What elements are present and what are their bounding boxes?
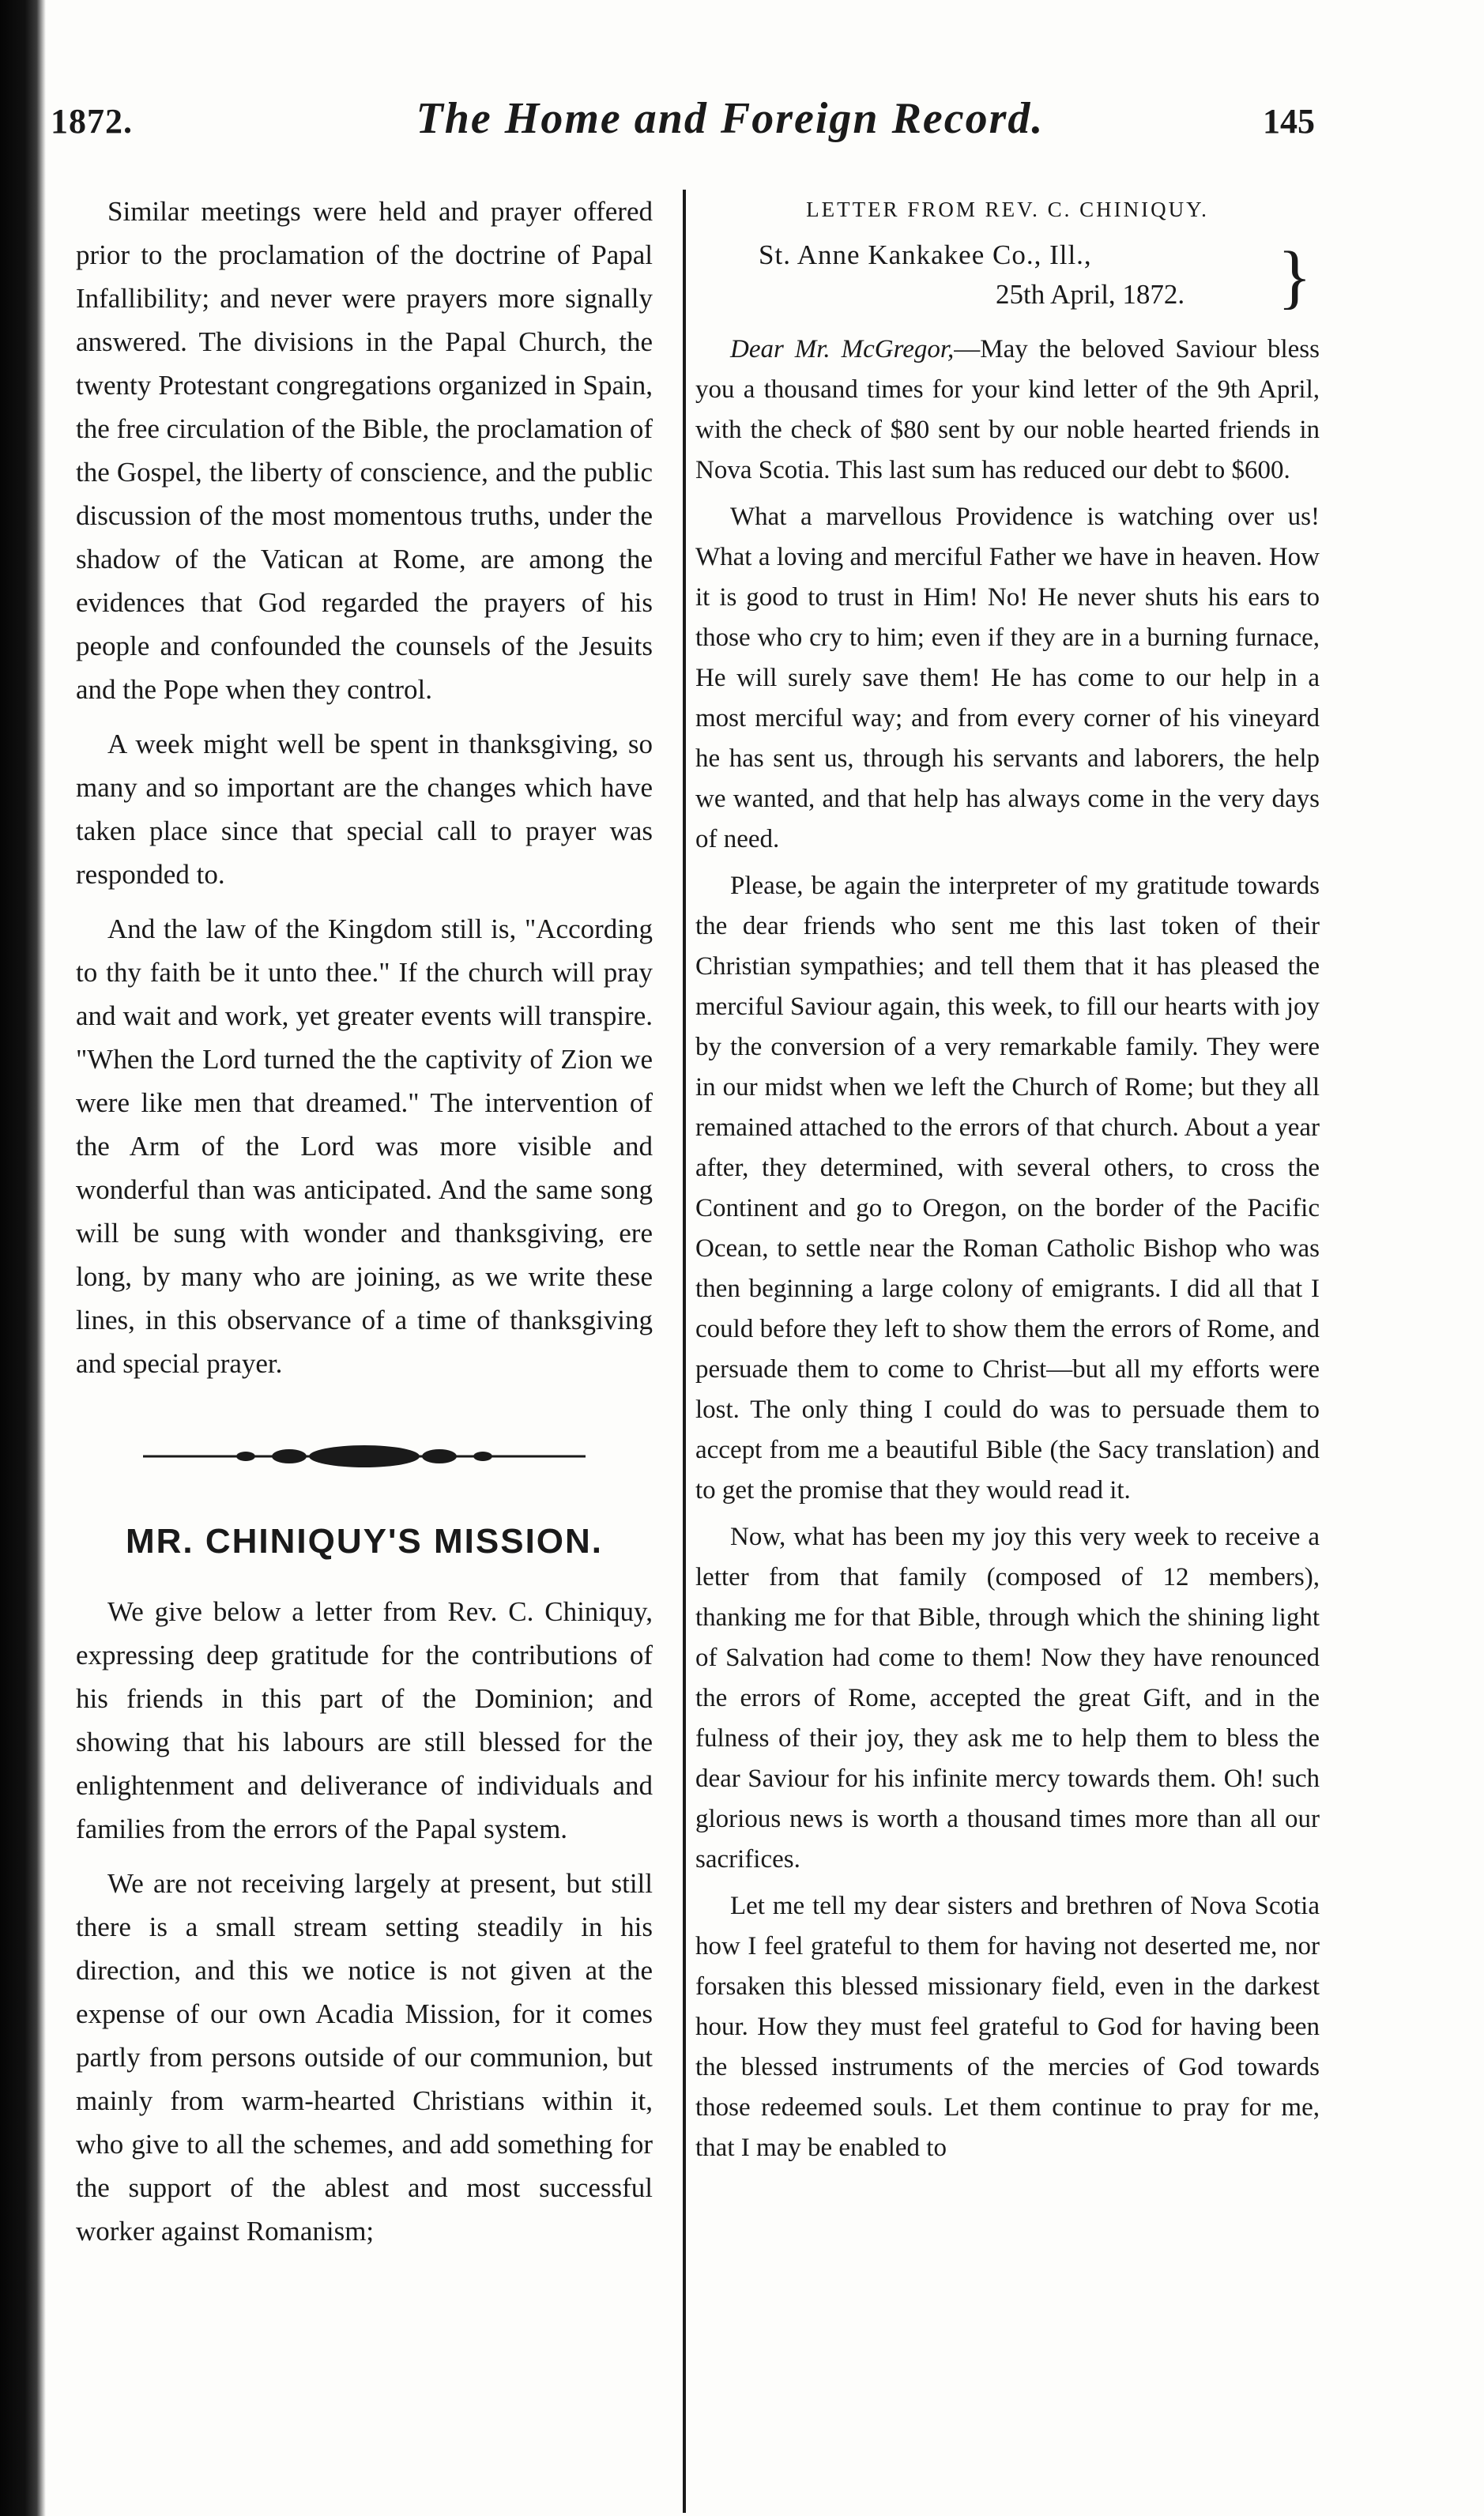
page-number: 145 (1263, 102, 1315, 141)
paragraph: Let me tell my dear sisters and brethren of Nova Scotia how I feel grateful to them for having not deserted me, nor forsaken this blessed missionary field, even in the darkest hour. How they must feel grateful to God for having been the blessed instruments of the mercies of God towards those redeemed souls. Let them continue to pray for me, that I may be enabled to (695, 1892, 1320, 2162)
letter-heading: LETTER FROM REV. C. CHINIQUY. (806, 198, 1209, 221)
journal-title: The Home and Foreign Record. (416, 94, 1045, 143)
column-rule (683, 190, 686, 2513)
left-column (76, 190, 653, 2264)
dateline (695, 235, 1320, 322)
paragraph-text: —May the beloved Saviour bless you a thousand times for your kind letter of the 9th April, with the check of $80 sent by our noble hearted friends in Nova Scotia. This last sum has reduced our debt to $600. (695, 335, 1320, 484)
paragraph: What a marvellous Providence is watching over us! What a loving and merciful Father we have in heaven. How it is good to trust in Him! No! He never shuts his ears to those who cry to him; even if they are in a burning furnace, He will surely save them! He has come to our help in a most merciful way; and from every corner of his vineyard he has sent us, through his servants and laborers, the help we wanted, and that help has always come in the very days of need. (695, 503, 1320, 853)
section-heading: MR. CHINIQUY'S MISSION. (125, 1522, 604, 1561)
page-header (51, 93, 1315, 164)
paragraph: Please, be again the interpreter of my gratitude towards the dear friends who sent me this last token of their Christian sympathies; and tell them that it has pleased the merciful Saviour again, this week, to fill our hearts with joy by the conversion of a very remarkable family. They were in our midst when we left the Church of Rome; but they all remained attached to the errors of that church. About a year after, they determined, with several others, to cross the Continent and go to Oregon, on the border of the Pacific Ocean, to settle near the Roman Catholic Bishop who was then beginning a large colony of emigrants. I did all that I could before they left to show them the errors of Rome, and persuade them to come to Christ—but all my efforts were lost. The only thing I could do was to persuade them to accept from me a beautiful Bible (the Sacy translation) and to get the promise that they would read it. (695, 872, 1320, 1505)
paragraph: We give below a letter from Rev. C. Chiniquy, expressing deep gratitude for the contributions of his friends in this part of the Dominion; and showing that his labours are still blessed for the enlightenment and deliverance of individuals and families from the errors of the Papal system. (76, 1596, 653, 1844)
dateline-date: 25th April, 1872. (996, 279, 1185, 310)
paragraph: Similar meetings were held and prayer offered prior to the proclamation of the doctrine of Papal Infallibility; and never were prayers more signally answered. The divisions in the Papal Church, the twenty Protestant congregations organized in Spain, the free circulation of the Bible, the proclamation of the Gospel, the liberty of conscience, and the public discussion of the most momentous truths, under the shadow of the Vatican at Rome, are among the evidences that God regarded the prayers of his people and confounded the counsels of the Jesuits and the Pope when they control. (76, 196, 653, 705)
right-column (695, 190, 1320, 2175)
paragraph: A week might well be spent in thanksgiving, so many and so important are the changes which have taken place since that special call to prayer was responded to. (76, 729, 653, 890)
binding-edge (0, 0, 46, 2516)
paragraph: Now, what has been my joy this very week to receive a letter from that family (composed of 12 members), thanking me for that Bible, through which the shining light of Salvation had come to them! Now they have renounced the errors of Rome, accepted the great Gift, and in the fulness of their joy, they ask me to help them to bless the dear Saviour for his infinite mercy towards them. Oh! such glorious news is worth a thousand times more than all our sacrifices. (695, 1523, 1320, 1874)
paragraph: And the law of the Kingdom still is, "According to thy faith be it unto thee." If the church will pray and wait and work, yet greater events will transpire. "When the Lord turned the the captivity of Zion we were like men that dreamed." The intervention of the Arm of the Lord was more visible and wonderful than was anticipated. And the same song will be sung with wonder and thanksgiving, ere long, by many who are joining, as we write these lines, in this observance of a time of thanksgiving and special prayer. (76, 913, 653, 1379)
brace-icon: } (1277, 238, 1312, 316)
paragraph: We are not receiving largely at present, but still there is a small stream setting steadily in his direction, and this we notice is not given at the expense of our own Acadia Mission, for it comes partly from persons outside of our communion, but mainly from warm-hearted Christians within it, who give to all the schemes, and add something for the support of the ablest and most successful worker against Romanism; (76, 1868, 653, 2247)
ornamental-divider (143, 1441, 586, 1472)
dateline-place: St. Anne Kankakee Co., Ill., (759, 239, 1092, 270)
salutation: Dear Mr. McGregor, (730, 335, 955, 363)
paragraph (695, 330, 1320, 491)
header-year: 1872. (51, 102, 133, 141)
